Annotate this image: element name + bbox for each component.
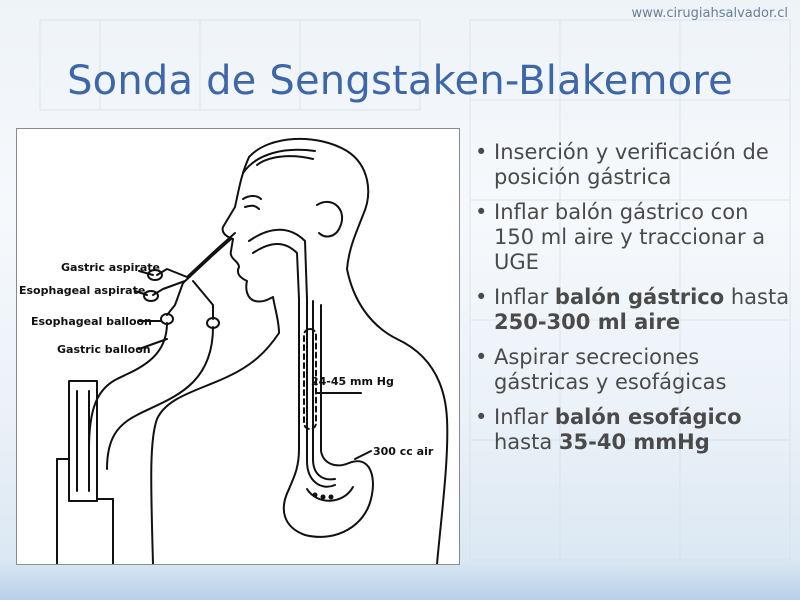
bullet-text: Inflar balón gástrico con 150 ml aire y traccionar a UGE <box>494 200 766 274</box>
bullet-text: Inflar <box>494 285 555 309</box>
label-gastric-balloon: Gastric balloon <box>57 343 151 356</box>
label-gastric-aspirate: Gastric aspirate <box>61 261 160 274</box>
esophagus <box>289 299 299 489</box>
stomach <box>284 461 373 537</box>
bullet-item <box>472 285 792 335</box>
website-url: www.cirugiahsalvador.cl <box>631 6 788 21</box>
bullet-text: Inserción y verificación de posición gástrica <box>494 140 769 189</box>
bullet-emphasis: 35-40 mmHg <box>558 430 710 454</box>
bullet-emphasis: 250-300 ml aire <box>494 310 681 334</box>
footer-band <box>0 560 800 600</box>
label-esophageal-balloon: Esophageal balloon <box>31 315 152 328</box>
bullet-text: Aspirar secreciones gástricas y esofágicas <box>494 345 727 394</box>
bullet-emphasis: balón gástrico <box>554 285 725 309</box>
label-esophageal-aspirate: Esophageal aspirate <box>19 284 146 297</box>
neck-outline <box>151 333 279 564</box>
bullet-item <box>472 345 792 395</box>
illustration-frame <box>16 128 460 565</box>
sengstaken-tube-illustration <box>17 129 459 564</box>
bullet-item <box>472 140 792 190</box>
bullet-text: hasta <box>724 285 790 309</box>
bullet-text: Inflar <box>494 405 555 429</box>
bullet-list <box>472 140 792 465</box>
manometer <box>69 381 97 501</box>
slide-title: Sonda de Sengstaken-Blakemore <box>67 58 733 104</box>
bullet-item <box>472 405 792 455</box>
bullet-text: hasta <box>494 430 559 454</box>
label-pressure: 24-45 mm Hg <box>311 375 394 388</box>
manometer-tubing <box>89 323 167 449</box>
bullet-item <box>472 200 792 275</box>
bullet-emphasis: balón esofágico <box>554 405 742 429</box>
label-air: 300 cc air <box>373 445 434 458</box>
